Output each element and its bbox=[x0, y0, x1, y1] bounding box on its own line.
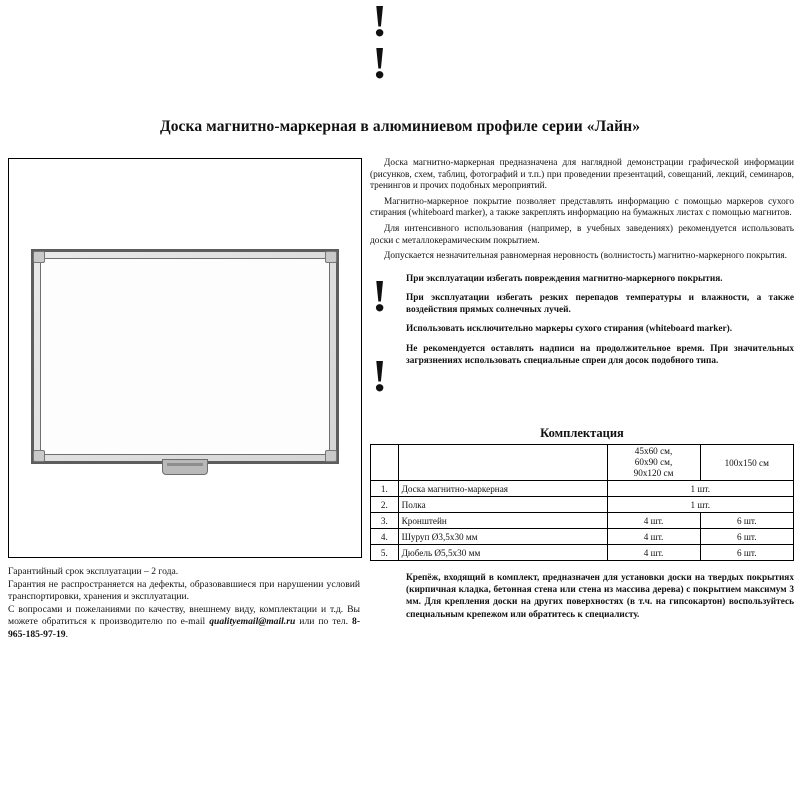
row-qty-large: 6 шт. bbox=[700, 513, 793, 529]
size-line: 60х90 см, bbox=[634, 457, 673, 467]
row-name: Кронштейн bbox=[398, 513, 607, 529]
warning-line: Использовать исключительно маркеры сухого стирания (whiteboard marker). bbox=[406, 324, 733, 335]
contact-text-end: . bbox=[65, 628, 68, 640]
whiteboard-surface bbox=[40, 258, 330, 455]
table-header-row bbox=[371, 445, 794, 481]
intro-paragraph: Магнитно-маркерное покрытие позволяет представлять информацию с помощью маркеров сухого стирания (whiteboard marker), а также закреплять информацию на бумажных листах с помощью магнитов. bbox=[370, 196, 794, 219]
table-row bbox=[371, 545, 794, 561]
table-header-cell-empty bbox=[371, 445, 399, 481]
row-name: Доска магнитно-маркерная bbox=[398, 481, 607, 497]
row-qty-small: 4 шт. bbox=[607, 513, 700, 529]
row-qty-large: 6 шт. bbox=[700, 545, 793, 561]
table-row bbox=[371, 481, 794, 497]
row-name: Полка bbox=[398, 497, 607, 513]
table-row bbox=[371, 497, 794, 513]
contact-text-mid: или по тел. bbox=[295, 616, 353, 628]
table-row bbox=[371, 529, 794, 545]
row-number: 4. bbox=[371, 529, 399, 545]
warning-line: При эксплуатации избегать повреждения магнитно-маркерного покрытия. bbox=[406, 273, 723, 284]
contact-phone[interactable]: 8-965-185-97-19 bbox=[8, 616, 361, 640]
exclamation-icon: ! bbox=[372, 37, 388, 88]
intro-paragraph: Доска магнитно-маркерная предназначена для наглядной демонстрации графической информации (рисунков, схем, таблиц, фотографий и т.п.) при проведении презентаций, совещаний, лекций, семинаров, тренингов и прочих подобных мероприятий. bbox=[370, 158, 794, 192]
row-qty-large: 6 шт. bbox=[700, 529, 793, 545]
row-number: 2. bbox=[371, 497, 399, 513]
corner-bracket-icon bbox=[325, 251, 337, 263]
corner-bracket-icon bbox=[33, 251, 45, 263]
intro-paragraph: Допускается незначительная равномерная неровность (волнистость) магнитно-маркерного покрытия. bbox=[384, 251, 788, 262]
row-number: 5. bbox=[371, 545, 399, 561]
exclamation-icon: ! bbox=[372, 269, 388, 321]
table-header-cell-empty bbox=[398, 445, 607, 481]
contact-paragraph bbox=[8, 604, 360, 642]
row-name: Шуруп Ø3,5х30 мм bbox=[398, 529, 607, 545]
size-line: 45х60 см, bbox=[634, 446, 673, 456]
contact-email[interactable]: qualityemail@mail.ru bbox=[209, 616, 296, 628]
row-qty-small: 4 шт. bbox=[607, 545, 700, 561]
table-header-cell-size-large: 100х150 см bbox=[700, 445, 793, 481]
warranty-term: Гарантийный срок эксплуатации – 2 года. bbox=[8, 566, 179, 577]
exclamation-icon: ! bbox=[372, 0, 388, 46]
exclamation-icon: ! bbox=[372, 349, 388, 401]
row-qty: 1 шт. bbox=[607, 481, 793, 497]
row-number: 3. bbox=[371, 513, 399, 529]
warnings-block bbox=[370, 269, 794, 401]
page-title: Доска магнитно-маркерная в алюминиевом профиле серии «Лайн» bbox=[159, 118, 641, 135]
whiteboard-frame bbox=[31, 249, 339, 464]
table-row bbox=[371, 513, 794, 529]
corner-bracket-icon bbox=[33, 450, 45, 462]
row-qty-small: 4 шт. bbox=[607, 529, 700, 545]
warning-line: При эксплуатации избегать резких перепадов температуры и влажности, а также воздействия прямых солнечных лучей. bbox=[406, 292, 794, 316]
corner-bracket-icon bbox=[325, 450, 337, 462]
contact-text: С вопросами и пожеланиями по качеству, внешнему виду, комплектации и т.д. Вы можете обратиться к производителю по e-mail bbox=[8, 603, 360, 628]
row-name: Дюбель Ø5,5х30 мм bbox=[398, 545, 607, 561]
komplektacia-table bbox=[370, 444, 794, 561]
row-number: 1. bbox=[371, 481, 399, 497]
marker-tray bbox=[162, 459, 208, 475]
warranty-block bbox=[8, 566, 360, 642]
size-line: 90х120 см bbox=[633, 468, 674, 478]
intro-text-column bbox=[370, 158, 794, 401]
fasteners-note-block bbox=[370, 572, 794, 621]
warning-line: Не рекомендуется оставлять надписи на продолжительное время. При значительных загрязнениях использовать специальные спреи для досок подобного типа. bbox=[406, 343, 794, 366]
whiteboard-illustration bbox=[8, 158, 362, 558]
row-qty: 1 шт. bbox=[607, 497, 793, 513]
fasteners-note: Крепёж, входящий в комплект, предназначен для установки доски на твердых покрытиях (кирпичная кладка, бетонная стена или стена из массива дерева) с покрытием максимум 3 мм. Для крепления доски на других поверхностях (в т.ч. на гипсокартон) воспользуйтесь специальным крепежом или обратитесь к специалисту. bbox=[406, 573, 794, 620]
table-header-cell-sizes-small bbox=[607, 445, 700, 481]
komplektacia-heading: Комплектация bbox=[540, 426, 624, 440]
intro-paragraph: Для интенсивного использования (например, в учебных заведениях) рекомендуется использовать доски с металлокерамическим покрытием. bbox=[370, 223, 794, 246]
warranty-exclusions: Гарантия не распространяется на дефекты, образовавшиеся при нарушении условий транспортировки, хранения и эксплуатации. bbox=[8, 578, 360, 603]
